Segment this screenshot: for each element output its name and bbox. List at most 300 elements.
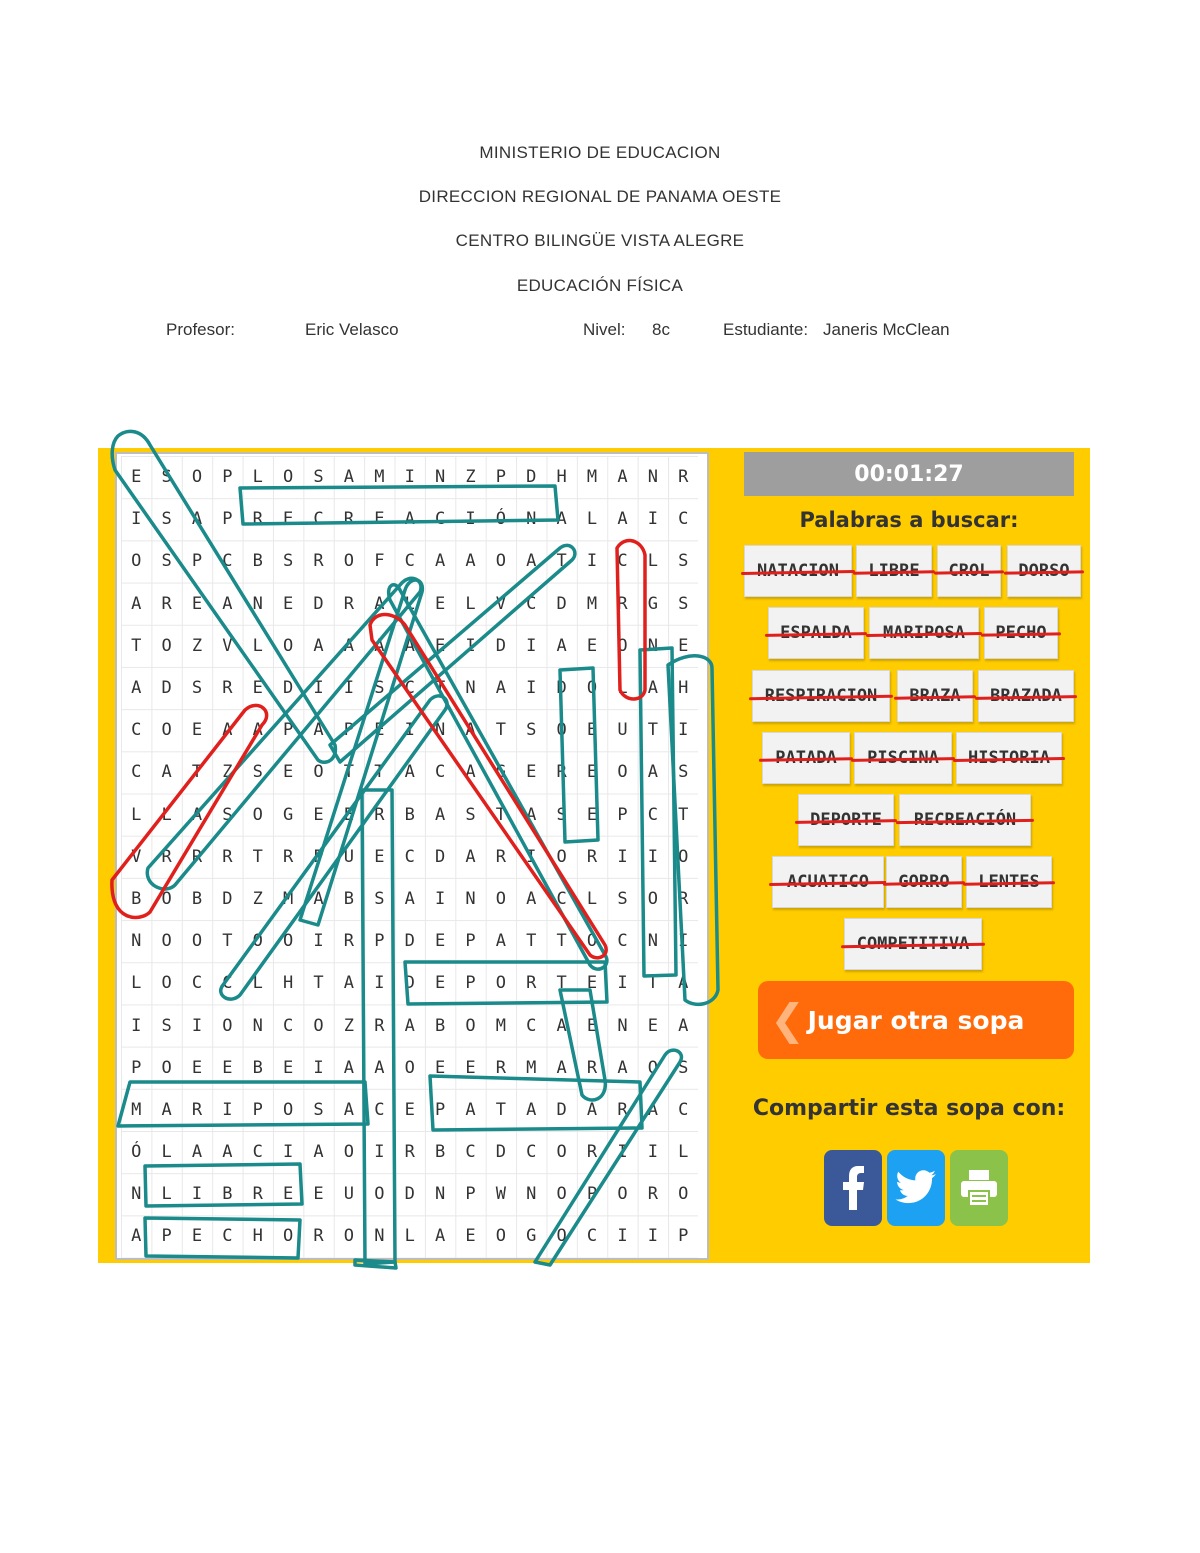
grid-letter[interactable]: L bbox=[404, 593, 415, 614]
grid-letter[interactable]: L bbox=[252, 973, 263, 994]
grid-letter[interactable]: M bbox=[374, 467, 385, 488]
grid-letter[interactable]: H bbox=[252, 1226, 263, 1247]
grid-letter[interactable]: D bbox=[556, 678, 567, 699]
word-chip[interactable] bbox=[1007, 545, 1081, 597]
grid-letter[interactable]: D bbox=[404, 931, 415, 952]
grid-letter[interactable]: E bbox=[465, 1226, 476, 1247]
grid-letter[interactable]: S bbox=[374, 888, 385, 909]
grid-letter[interactable]: O bbox=[617, 762, 628, 783]
grid-letter[interactable]: O bbox=[283, 635, 294, 656]
grid-letter[interactable]: N bbox=[434, 720, 446, 741]
grid-letter[interactable]: R bbox=[191, 1099, 203, 1120]
grid-letter[interactable]: A bbox=[191, 804, 203, 825]
grid-letter[interactable]: L bbox=[131, 804, 142, 825]
grid-letter[interactable]: P bbox=[586, 1184, 598, 1205]
word-chip[interactable] bbox=[854, 732, 952, 784]
play-again-button[interactable] bbox=[758, 981, 1074, 1059]
grid-letter[interactable]: I bbox=[374, 1142, 385, 1163]
grid-letter[interactable]: R bbox=[161, 846, 172, 867]
grid-letter[interactable]: N bbox=[434, 467, 446, 488]
grid-letter[interactable]: A bbox=[343, 635, 355, 656]
grid-letter[interactable]: T bbox=[313, 973, 324, 994]
grid-letter[interactable]: S bbox=[678, 1057, 689, 1078]
grid-letter[interactable]: E bbox=[434, 635, 446, 656]
grid-letter[interactable]: P bbox=[191, 551, 203, 572]
grid-letter[interactable]: A bbox=[465, 846, 476, 867]
grid-letter[interactable]: B bbox=[252, 1057, 263, 1078]
grid-letter[interactable]: R bbox=[343, 509, 355, 530]
word-chip[interactable] bbox=[752, 670, 890, 722]
word-chip[interactable] bbox=[978, 670, 1074, 722]
grid-letter[interactable]: A bbox=[222, 593, 233, 614]
word-chip[interactable] bbox=[886, 856, 962, 908]
grid-letter[interactable]: N bbox=[131, 1184, 142, 1205]
grid-letter[interactable]: A bbox=[647, 678, 658, 699]
grid-letter[interactable]: P bbox=[222, 467, 233, 488]
grid-letter[interactable]: Z bbox=[465, 467, 476, 488]
grid-letter[interactable]: E bbox=[465, 1057, 476, 1078]
grid-letter[interactable]: H bbox=[283, 973, 294, 994]
grid-letter[interactable]: N bbox=[526, 1184, 537, 1205]
grid-letter[interactable]: D bbox=[556, 1099, 567, 1120]
grid-letter[interactable]: S bbox=[222, 804, 233, 825]
grid-letter[interactable]: A bbox=[678, 973, 689, 994]
grid-letter[interactable]: L bbox=[404, 1226, 415, 1247]
grid-letter[interactable]: O bbox=[161, 1057, 172, 1078]
grid-letter[interactable]: R bbox=[343, 931, 355, 952]
grid-letter[interactable]: D bbox=[313, 593, 324, 614]
grid-letter[interactable]: I bbox=[313, 678, 324, 699]
grid-letter[interactable]: O bbox=[283, 931, 294, 952]
grid-letter[interactable]: S bbox=[161, 509, 172, 530]
grid-letter[interactable]: E bbox=[586, 720, 598, 741]
grid-letter[interactable]: I bbox=[374, 973, 385, 994]
grid-letter[interactable]: O bbox=[313, 762, 324, 783]
grid-letter[interactable]: A bbox=[404, 509, 415, 530]
grid-letter[interactable]: E bbox=[283, 593, 294, 614]
grid-letter[interactable]: B bbox=[131, 888, 142, 909]
grid-letter[interactable]: V bbox=[495, 593, 506, 614]
grid-letter[interactable]: S bbox=[313, 1099, 324, 1120]
grid-letter[interactable]: A bbox=[313, 720, 324, 741]
grid-letter[interactable]: O bbox=[161, 931, 172, 952]
grid-letter[interactable]: B bbox=[404, 804, 415, 825]
grid-letter[interactable]: D bbox=[526, 467, 537, 488]
grid-letter[interactable]: Ó bbox=[495, 509, 506, 530]
grid-letter[interactable]: A bbox=[495, 678, 506, 699]
grid-letter[interactable]: E bbox=[404, 1099, 415, 1120]
grid-letter[interactable]: R bbox=[495, 1057, 506, 1078]
grid-letter[interactable]: O bbox=[495, 973, 506, 994]
grid-letter[interactable]: P bbox=[343, 720, 355, 741]
grid-letter[interactable]: A bbox=[343, 467, 355, 488]
grid-letter[interactable]: T bbox=[556, 931, 567, 952]
grid-letter[interactable]: M bbox=[586, 467, 598, 488]
word-chip[interactable] bbox=[956, 732, 1062, 784]
grid-letter[interactable]: O bbox=[404, 1057, 415, 1078]
grid-letter[interactable]: E bbox=[586, 973, 598, 994]
grid-letter[interactable]: C bbox=[404, 551, 415, 572]
grid-letter[interactable]: G bbox=[283, 804, 294, 825]
grid-letter[interactable]: R bbox=[617, 593, 628, 614]
grid-letter[interactable]: A bbox=[434, 804, 446, 825]
grid-letter[interactable]: O bbox=[191, 467, 203, 488]
grid-letter[interactable]: A bbox=[313, 888, 324, 909]
grid-letter[interactable]: R bbox=[495, 846, 506, 867]
grid-letter[interactable]: B bbox=[222, 1184, 233, 1205]
grid-letter[interactable]: P bbox=[131, 1057, 142, 1078]
grid-letter[interactable]: R bbox=[586, 1057, 598, 1078]
grid-letter[interactable]: O bbox=[161, 973, 172, 994]
grid-letter[interactable]: A bbox=[374, 593, 385, 614]
grid-letter[interactable]: E bbox=[586, 762, 598, 783]
grid-letter[interactable]: L bbox=[586, 509, 598, 530]
grid-letter[interactable]: S bbox=[678, 593, 689, 614]
grid-letter[interactable]: I bbox=[647, 846, 658, 867]
grid-letter[interactable]: C bbox=[404, 678, 415, 699]
grid-letter[interactable]: E bbox=[647, 1015, 658, 1036]
grid-letter[interactable]: I bbox=[465, 509, 476, 530]
grid-letter[interactable]: O bbox=[556, 720, 567, 741]
grid-letter[interactable]: S bbox=[313, 467, 324, 488]
grid-letter[interactable]: A bbox=[404, 762, 415, 783]
grid-letter[interactable]: A bbox=[191, 509, 203, 530]
grid-letter[interactable]: W bbox=[495, 1184, 506, 1205]
grid-letter[interactable]: I bbox=[526, 846, 537, 867]
grid-letter[interactable]: R bbox=[313, 551, 324, 572]
grid-letter[interactable]: C bbox=[131, 762, 142, 783]
grid-letter[interactable]: T bbox=[556, 551, 567, 572]
grid-letter[interactable]: S bbox=[678, 551, 689, 572]
grid-letter[interactable]: R bbox=[586, 846, 598, 867]
grid-letter[interactable]: A bbox=[647, 1099, 658, 1120]
facebook-share-button[interactable] bbox=[824, 1150, 882, 1226]
grid-letter[interactable]: N bbox=[465, 888, 476, 909]
grid-letter[interactable]: T bbox=[252, 846, 263, 867]
grid-letter[interactable]: R bbox=[191, 846, 203, 867]
grid-letter[interactable]: U bbox=[617, 720, 628, 741]
grid-letter[interactable]: N bbox=[617, 1015, 628, 1036]
grid-letter[interactable]: P bbox=[252, 1099, 263, 1120]
grid-letter[interactable]: A bbox=[343, 973, 355, 994]
grid-letter[interactable]: C bbox=[556, 888, 567, 909]
grid-letter[interactable]: E bbox=[434, 973, 446, 994]
grid-letter[interactable]: S bbox=[161, 1015, 172, 1036]
grid-letter[interactable]: T bbox=[647, 720, 658, 741]
grid-letter[interactable]: C bbox=[222, 973, 233, 994]
grid-letter[interactable]: P bbox=[465, 931, 476, 952]
grid-letter[interactable]: C bbox=[678, 1099, 689, 1120]
grid-letter[interactable]: B bbox=[343, 888, 355, 909]
grid-letter[interactable]: D bbox=[161, 678, 172, 699]
grid-letter[interactable]: A bbox=[252, 720, 263, 741]
grid-letter[interactable]: R bbox=[526, 973, 537, 994]
word-chip[interactable] bbox=[984, 607, 1058, 659]
grid-letter[interactable]: A bbox=[313, 1142, 324, 1163]
grid-letter[interactable]: R bbox=[404, 1142, 415, 1163]
grid-letter[interactable]: A bbox=[465, 1099, 476, 1120]
grid-letter[interactable]: D bbox=[222, 888, 233, 909]
grid-letter[interactable]: R bbox=[161, 593, 172, 614]
word-chip[interactable] bbox=[762, 732, 850, 784]
grid-letter[interactable]: C bbox=[526, 593, 537, 614]
grid-letter[interactable]: N bbox=[252, 1015, 263, 1036]
grid-letter[interactable]: I bbox=[678, 720, 689, 741]
grid-letter[interactable]: R bbox=[586, 1142, 598, 1163]
grid-letter[interactable]: P bbox=[283, 720, 294, 741]
grid-letter[interactable]: I bbox=[617, 1142, 628, 1163]
grid-letter[interactable]: E bbox=[313, 804, 324, 825]
grid-letter[interactable]: S bbox=[526, 720, 537, 741]
grid-letter[interactable]: L bbox=[252, 467, 263, 488]
grid-letter[interactable]: C bbox=[252, 1142, 263, 1163]
grid-letter[interactable]: C bbox=[404, 846, 415, 867]
grid-letter[interactable]: C bbox=[222, 551, 233, 572]
grid-letter[interactable]: M bbox=[495, 1015, 506, 1036]
grid-letter[interactable]: O bbox=[495, 1226, 506, 1247]
grid-letter[interactable]: H bbox=[556, 467, 567, 488]
grid-letter[interactable]: A bbox=[161, 762, 172, 783]
grid-letter[interactable]: S bbox=[556, 804, 567, 825]
grid-letter[interactable]: E bbox=[434, 593, 446, 614]
grid-letter[interactable]: E bbox=[374, 509, 385, 530]
grid-letter[interactable]: P bbox=[161, 1226, 172, 1247]
grid-letter[interactable]: A bbox=[222, 1142, 233, 1163]
grid-letter[interactable]: A bbox=[526, 1099, 537, 1120]
grid-letter[interactable]: C bbox=[313, 509, 324, 530]
grid-letter[interactable]: C bbox=[434, 762, 446, 783]
grid-letter[interactable]: C bbox=[526, 1142, 537, 1163]
grid-letter[interactable]: A bbox=[647, 762, 658, 783]
grid-letter[interactable]: I bbox=[131, 509, 142, 530]
word-chip[interactable] bbox=[897, 670, 973, 722]
grid-letter[interactable]: E bbox=[586, 635, 598, 656]
grid-letter[interactable]: T bbox=[191, 762, 203, 783]
grid-letter[interactable]: O bbox=[313, 1015, 324, 1036]
grid-letter[interactable]: N bbox=[647, 467, 658, 488]
grid-letter[interactable]: O bbox=[556, 1226, 567, 1247]
grid-letter[interactable]: T bbox=[495, 1099, 506, 1120]
grid-letter[interactable]: I bbox=[283, 1142, 294, 1163]
grid-letter[interactable]: A bbox=[617, 509, 628, 530]
grid-letter[interactable]: E bbox=[283, 1184, 294, 1205]
grid-letter[interactable]: C bbox=[586, 1226, 598, 1247]
grid-letter[interactable]: O bbox=[556, 1142, 567, 1163]
word-chip[interactable] bbox=[844, 918, 982, 970]
print-button[interactable] bbox=[950, 1150, 1008, 1226]
grid-letter[interactable]: P bbox=[495, 467, 506, 488]
grid-letter[interactable]: D bbox=[495, 1142, 506, 1163]
grid-letter[interactable]: I bbox=[586, 551, 598, 572]
grid-letter[interactable]: O bbox=[495, 551, 506, 572]
grid-letter[interactable]: C bbox=[131, 720, 142, 741]
grid-letter[interactable]: R bbox=[343, 593, 355, 614]
grid-letter[interactable]: T bbox=[434, 678, 446, 699]
grid-letter[interactable]: P bbox=[434, 1099, 446, 1120]
grid-letter[interactable]: O bbox=[586, 931, 598, 952]
grid-letter[interactable]: E bbox=[191, 720, 203, 741]
grid-letter[interactable]: D bbox=[556, 593, 567, 614]
grid-letter[interactable]: O bbox=[678, 846, 689, 867]
grid-letter[interactable]: O bbox=[343, 1142, 355, 1163]
grid-letter[interactable]: L bbox=[647, 551, 658, 572]
grid-letter[interactable]: A bbox=[191, 1142, 203, 1163]
grid-letter[interactable]: O bbox=[374, 1184, 385, 1205]
grid-letter[interactable]: T bbox=[526, 931, 537, 952]
grid-letter[interactable]: R bbox=[252, 509, 263, 530]
grid-letter[interactable]: A bbox=[526, 804, 537, 825]
grid-letter[interactable]: D bbox=[404, 973, 415, 994]
grid-letter[interactable]: A bbox=[556, 635, 567, 656]
grid-letter[interactable]: A bbox=[495, 931, 506, 952]
grid-letter[interactable]: H bbox=[678, 678, 689, 699]
grid-letter[interactable]: R bbox=[222, 678, 233, 699]
grid-letter[interactable]: O bbox=[343, 1226, 355, 1247]
grid-letter[interactable]: A bbox=[131, 678, 142, 699]
grid-letter[interactable]: U bbox=[343, 1184, 355, 1205]
word-chip[interactable] bbox=[798, 794, 894, 846]
grid-letter[interactable]: A bbox=[556, 509, 567, 530]
grid-letter[interactable]: A bbox=[526, 888, 537, 909]
grid-letter[interactable]: U bbox=[343, 846, 355, 867]
grid-letter[interactable]: S bbox=[617, 888, 628, 909]
grid-letter[interactable]: R bbox=[374, 1015, 385, 1036]
grid-letter[interactable]: O bbox=[465, 1015, 476, 1036]
grid-letter[interactable]: P bbox=[465, 973, 476, 994]
grid-letter[interactable]: O bbox=[647, 1057, 658, 1078]
grid-letter[interactable]: L bbox=[252, 635, 263, 656]
grid-letter[interactable]: O bbox=[283, 467, 294, 488]
grid-letter[interactable]: B bbox=[252, 551, 263, 572]
grid-letter[interactable]: N bbox=[374, 1226, 385, 1247]
grid-letter[interactable]: E bbox=[191, 1057, 203, 1078]
grid-letter[interactable]: C bbox=[434, 509, 446, 530]
grid-letter[interactable]: A bbox=[465, 551, 476, 572]
grid-letter[interactable]: A bbox=[131, 1226, 142, 1247]
grid-letter[interactable]: P bbox=[678, 1226, 689, 1247]
grid-letter[interactable]: P bbox=[222, 509, 233, 530]
grid-letter[interactable]: A bbox=[131, 593, 142, 614]
grid-letter[interactable]: L bbox=[678, 1142, 689, 1163]
grid-letter[interactable]: T bbox=[495, 720, 506, 741]
grid-letter[interactable]: A bbox=[617, 467, 628, 488]
grid-letter[interactable]: E bbox=[283, 1057, 294, 1078]
grid-letter[interactable]: R bbox=[556, 762, 567, 783]
grid-letter[interactable]: I bbox=[647, 509, 658, 530]
grid-letter[interactable]: A bbox=[374, 635, 385, 656]
grid-letter[interactable]: B bbox=[191, 888, 203, 909]
grid-letter[interactable]: E bbox=[434, 931, 446, 952]
grid-letter[interactable]: C bbox=[222, 1226, 233, 1247]
grid-letter[interactable]: L bbox=[161, 804, 172, 825]
grid-letter[interactable]: P bbox=[313, 846, 324, 867]
grid-letter[interactable]: T bbox=[131, 635, 142, 656]
grid-letter[interactable]: S bbox=[252, 762, 263, 783]
grid-letter[interactable]: O bbox=[586, 678, 598, 699]
grid-letter[interactable]: C bbox=[283, 1015, 294, 1036]
word-chip[interactable] bbox=[744, 545, 852, 597]
word-chip[interactable] bbox=[966, 856, 1052, 908]
grid-letter[interactable]: I bbox=[617, 846, 628, 867]
grid-letter[interactable]: C bbox=[191, 973, 203, 994]
grid-letter[interactable]: G bbox=[495, 762, 506, 783]
grid-letter[interactable]: G bbox=[526, 1226, 537, 1247]
grid-letter[interactable]: T bbox=[556, 973, 567, 994]
grid-letter[interactable]: O bbox=[495, 888, 506, 909]
grid-letter[interactable]: S bbox=[283, 551, 294, 572]
grid-letter[interactable]: I bbox=[617, 973, 628, 994]
grid-letter[interactable]: I bbox=[313, 1057, 324, 1078]
grid-letter[interactable]: I bbox=[617, 1226, 628, 1247]
grid-letter[interactable]: I bbox=[434, 888, 446, 909]
grid-letter[interactable]: I bbox=[191, 1184, 203, 1205]
grid-letter[interactable]: B bbox=[434, 1142, 446, 1163]
grid-letter[interactable]: F bbox=[374, 551, 385, 572]
grid-letter[interactable]: D bbox=[495, 635, 506, 656]
grid-letter[interactable]: S bbox=[161, 551, 172, 572]
word-chip[interactable] bbox=[899, 794, 1031, 846]
grid-letter[interactable]: T bbox=[495, 804, 506, 825]
grid-letter[interactable]: L bbox=[161, 1142, 172, 1163]
letter-grid[interactable] bbox=[121, 456, 698, 1258]
grid-letter[interactable]: E bbox=[283, 509, 294, 530]
grid-letter[interactable]: A bbox=[343, 1099, 355, 1120]
grid-letter[interactable]: A bbox=[617, 1057, 628, 1078]
grid-letter[interactable]: O bbox=[678, 1184, 689, 1205]
grid-letter[interactable]: O bbox=[617, 1184, 628, 1205]
word-chip[interactable] bbox=[772, 856, 884, 908]
grid-letter[interactable]: I bbox=[222, 1099, 233, 1120]
grid-letter[interactable]: C bbox=[526, 1015, 537, 1036]
grid-letter[interactable]: O bbox=[161, 720, 172, 741]
grid-letter[interactable]: P bbox=[617, 804, 628, 825]
grid-letter[interactable]: V bbox=[131, 846, 142, 867]
grid-letter[interactable]: I bbox=[404, 720, 415, 741]
grid-letter[interactable]: E bbox=[222, 1057, 233, 1078]
grid-letter[interactable]: Z bbox=[343, 1015, 355, 1036]
grid-letter[interactable]: C bbox=[465, 1142, 476, 1163]
grid-letter[interactable]: I bbox=[343, 678, 355, 699]
grid-letter[interactable]: A bbox=[313, 635, 324, 656]
grid-letter[interactable]: I bbox=[131, 1015, 142, 1036]
grid-letter[interactable]: A bbox=[526, 551, 537, 572]
grid-letter[interactable]: S bbox=[374, 678, 385, 699]
grid-letter[interactable]: O bbox=[556, 846, 567, 867]
grid-letter[interactable]: I bbox=[313, 931, 324, 952]
grid-letter[interactable]: Ó bbox=[131, 1142, 142, 1163]
grid-letter[interactable]: S bbox=[465, 804, 476, 825]
grid-letter[interactable]: Z bbox=[252, 888, 263, 909]
grid-letter[interactable]: A bbox=[434, 1226, 446, 1247]
grid-letter[interactable]: E bbox=[526, 762, 537, 783]
grid-letter[interactable]: R bbox=[617, 1099, 628, 1120]
grid-letter[interactable]: S bbox=[191, 678, 203, 699]
grid-letter[interactable]: R bbox=[283, 846, 294, 867]
grid-letter[interactable]: E bbox=[586, 1015, 598, 1036]
grid-letter[interactable]: E bbox=[434, 1057, 446, 1078]
grid-letter[interactable]: O bbox=[556, 1184, 567, 1205]
grid-letter[interactable]: A bbox=[404, 635, 415, 656]
grid-letter[interactable]: O bbox=[222, 1015, 233, 1036]
grid-letter[interactable]: T bbox=[343, 762, 355, 783]
grid-letter[interactable]: S bbox=[678, 762, 689, 783]
grid-letter[interactable]: E bbox=[586, 804, 598, 825]
grid-letter[interactable]: L bbox=[161, 1184, 172, 1205]
grid-letter[interactable]: L bbox=[131, 973, 142, 994]
grid-letter[interactable]: M bbox=[586, 593, 598, 614]
grid-letter[interactable]: C bbox=[374, 1099, 385, 1120]
grid-letter[interactable]: T bbox=[374, 762, 385, 783]
